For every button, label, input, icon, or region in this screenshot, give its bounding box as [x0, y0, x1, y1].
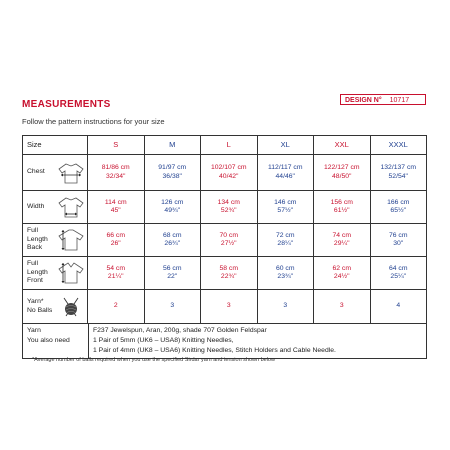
chest-cm-xxl: 122/127 cm	[323, 164, 360, 172]
sweater-back-length-icon	[57, 228, 85, 252]
size-xxxl: XXXL	[370, 136, 427, 155]
design-label: DESIGN N°	[345, 97, 382, 104]
front-in-xxxl: 25¼"	[390, 273, 407, 280]
back-cm-m: 68 cm	[162, 231, 182, 239]
row-label: Full Length Front	[27, 260, 48, 285]
size-xl: XL	[257, 136, 314, 155]
subtitle: Follow the pattern instructions for your size	[22, 117, 165, 126]
width-in-xxl: 61½"	[333, 207, 350, 214]
table-row-length-front	[23, 257, 427, 290]
front-cm-l: 58 cm	[219, 264, 238, 272]
chest-in-s: 32/34"	[106, 172, 126, 180]
row-label: Chest	[27, 168, 45, 176]
back-in-l: 27½"	[220, 240, 237, 247]
chest-in-xl: 44/46"	[275, 172, 295, 180]
yarn-label: Yarn	[27, 327, 41, 334]
needles-line-1: 1 Pair of 5mm (UK6 – USA8) Knitting Needles,	[93, 336, 234, 344]
width-cm-xxxl: 166 cm	[387, 198, 410, 206]
row-label: Width	[27, 202, 45, 210]
back-in-xl: 28¼"	[277, 240, 294, 247]
sweater-front-length-icon	[57, 261, 85, 285]
back-in-m: 26¾"	[164, 240, 181, 247]
chest-cm-s: 81/86 cm	[101, 164, 130, 172]
chest-in-l: 40/42"	[219, 172, 239, 180]
needles-line-2: 1 Pair of 4mm (UK8 – USA6) Knitting Needles, Stitch Holders and Cable Needle.	[93, 346, 336, 354]
yarn-balls-xxl: 3	[314, 290, 371, 324]
chest-cm-l: 102/107 cm	[210, 164, 247, 172]
yarn-value: F237 Jewelspun, Aran, 200g, shade 707 Golden Feldspar	[93, 327, 267, 334]
front-cm-xxxl: 64 cm	[388, 264, 408, 272]
front-in-xl: 23¾"	[277, 273, 294, 280]
row-label: Full Length Back	[27, 227, 48, 252]
back-in-xxxl: 30"	[393, 240, 404, 247]
yarn-balls-l: 3	[201, 290, 258, 324]
width-cm-l: 134 cm	[217, 198, 240, 206]
back-cm-xxl: 74 cm	[332, 231, 351, 239]
back-cm-xxxl: 76 cm	[388, 231, 408, 239]
width-in-xl: 57½"	[277, 207, 294, 214]
sweater-width-icon	[57, 195, 85, 219]
width-in-l: 52¾"	[220, 207, 237, 214]
chest-in-xxxl: 52/54"	[388, 172, 408, 180]
table-row-length-back	[23, 224, 427, 257]
size-m: M	[144, 136, 201, 155]
width-cm-s: 114 cm	[104, 198, 127, 206]
width-cm-xl: 146 cm	[274, 198, 297, 206]
front-cm-xl: 60 cm	[275, 264, 295, 272]
yarn-balls-s: 2	[88, 290, 145, 324]
width-in-xxxl: 65½"	[390, 207, 407, 214]
back-in-xxl: 29¼"	[333, 240, 350, 247]
chest-in-xxl: 48/50"	[332, 172, 352, 180]
yarn-info-labels	[23, 324, 89, 359]
chest-in-m: 36/38"	[162, 172, 182, 180]
back-cm-s: 66 cm	[106, 231, 125, 239]
front-in-xxl: 24½"	[333, 273, 350, 280]
front-in-s: 21¼"	[107, 273, 124, 280]
width-in-s: 45"	[110, 207, 121, 214]
measurements-table	[22, 135, 427, 324]
chest-cm-xl: 112/117 cm	[267, 164, 303, 172]
size-header-row	[23, 136, 427, 155]
chest-cm-xxxl: 132/137 cm	[380, 164, 417, 172]
yarn-info-values	[89, 324, 427, 359]
back-in-s: 26"	[110, 240, 121, 247]
yarn-balls-xxxl: 4	[370, 290, 427, 324]
size-label: Size	[23, 136, 88, 155]
width-cm-xxl: 156 cm	[330, 198, 353, 206]
back-cm-xl: 72 cm	[275, 231, 295, 239]
table-row-yarn	[23, 290, 427, 324]
sweater-chest-icon	[57, 161, 85, 185]
yarn-info-table	[22, 323, 427, 359]
row-label-cell	[23, 257, 88, 290]
table-row-chest	[23, 155, 427, 191]
size-xxl: XXL	[314, 136, 371, 155]
front-cm-xxl: 62 cm	[332, 264, 351, 272]
front-cm-s: 54 cm	[106, 264, 125, 272]
width-in-m: 49¾"	[164, 207, 181, 214]
page-title: MEASUREMENTS	[22, 99, 111, 110]
row-label-cell	[23, 155, 88, 191]
yarn-ball-needles-icon	[57, 295, 85, 319]
width-cm-m: 126 cm	[161, 198, 184, 206]
design-number-box	[340, 94, 426, 105]
table-row-width	[23, 191, 427, 224]
yarn-label-line1: Yarn*	[27, 298, 44, 306]
back-cm-l: 70 cm	[219, 231, 238, 239]
size-l: L	[201, 136, 258, 155]
front-in-m: 22"	[167, 273, 178, 280]
row-label-cell	[23, 191, 88, 224]
chest-cm-m: 91/97 cm	[158, 164, 187, 172]
row-label-cell	[23, 224, 88, 257]
yarn-balls-xl: 3	[257, 290, 314, 324]
yarn-label-line2: No Balls	[27, 306, 53, 314]
also-need-label: You also need	[27, 336, 70, 344]
design-number: 10717	[389, 97, 410, 104]
footnote: *Average number of balls required when you use the specified Sirdar yarn and tension shown below	[32, 357, 275, 363]
front-cm-m: 56 cm	[162, 264, 182, 272]
yarn-balls-m: 3	[144, 290, 201, 324]
row-label-cell	[23, 290, 88, 324]
front-in-l: 22¾"	[220, 273, 237, 280]
size-s: S	[88, 136, 145, 155]
